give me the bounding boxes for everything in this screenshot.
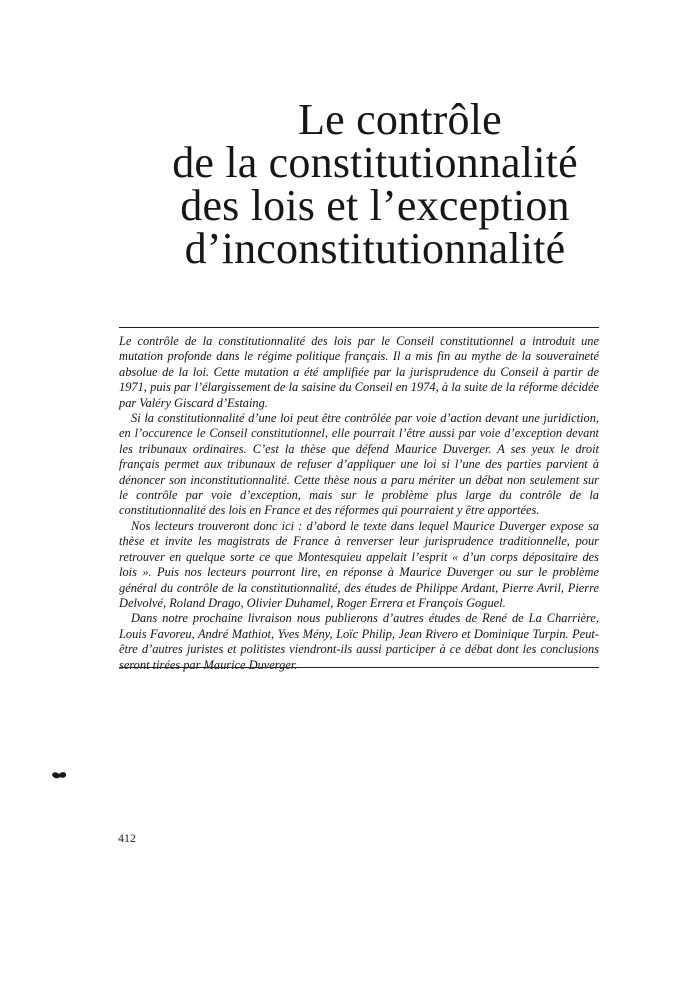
title-line-4: d’inconstitutionnalité <box>184 224 566 273</box>
abstract-paragraph-1: Le contrôle de la constitutionnalité des lois par le Conseil constitutionnel a introduit une mutation profonde dans le régime politique français. Il a mis fin au mythe de la souveraineté absolue de la loi. Cette mutation a été amplifiée par la jurisprudence du Conseil à partir de 1971, puis par l’élargissement de la saisine du Conseil en 1974, à la suite de la réforme décidée par Valéry Giscard d’Estaing. <box>119 334 599 410</box>
article-title <box>0 95 700 273</box>
bottom-rule-divider <box>119 667 599 668</box>
ink-blot-mark <box>50 770 68 780</box>
abstract-paragraph-3: Nos lecteurs trouveront donc ici : d’abord le texte dans lequel Maurice Duverger expose sa thèse et invite les magistrats de France à renverser leur jurisprudence traditionnelle, pour retrouver en quelque sorte ce que Montesquieu appelait l’esprit « d’un corps dépositaire des lois ». Puis nos lecteurs pourront lire, en réponse à Maurice Duverger ou sur le problème général du contrôle de la constitutionnalité, des études de Philippe Ardant, Pierre Avril, Pierre Delvolvé, Roland Drago, Olivier Duhamel, Roger Errera et François Goguel. <box>119 518 599 610</box>
title-line-3: des lois et l’exception <box>180 181 570 230</box>
page-number: 412 <box>118 831 136 845</box>
title-line-1: Le contrôle <box>298 95 502 144</box>
abstract-paragraph-4: Dans notre prochaine livraison nous publierons d’autres études de René de La Charrière, Louis Favoreu, André Mathiot, Yves Mény, Loïc Philip, Jean Rivero et Dominique Turpin. Peut-être d’autres juristes et politistes viendront-ils aussi participer à ce débat dont les conclusions seront tirées par Maurice Duverger. <box>119 611 599 672</box>
title-line-2: de la constitutionnalité <box>172 138 578 187</box>
introductory-abstract <box>119 334 599 673</box>
abstract-paragraph-2: Si la constitutionnalité d’une loi peut être contrôlée par voie d’action devant une juridiction, en l’occurence le Conseil constitutionnel, elle pourrait l’être aussi par voie d’exception devant les tribunaux ordinaires. C’est la thèse que défend Maurice Duverger. A ses yeux le droit français permet aux tribunaux de refuser d’appliquer une loi si l’une des parties parvient à dénoncer son inconstitutionnalité. Cette thèse nous a paru mériter un débat non seulement sur le contrôle par voie d’exception, mais sur le problème plus large du contrôle de la constitutionnalité des lois en France et des réformes qui pourraient y être apportées. <box>119 411 599 518</box>
top-rule-divider <box>119 327 599 328</box>
